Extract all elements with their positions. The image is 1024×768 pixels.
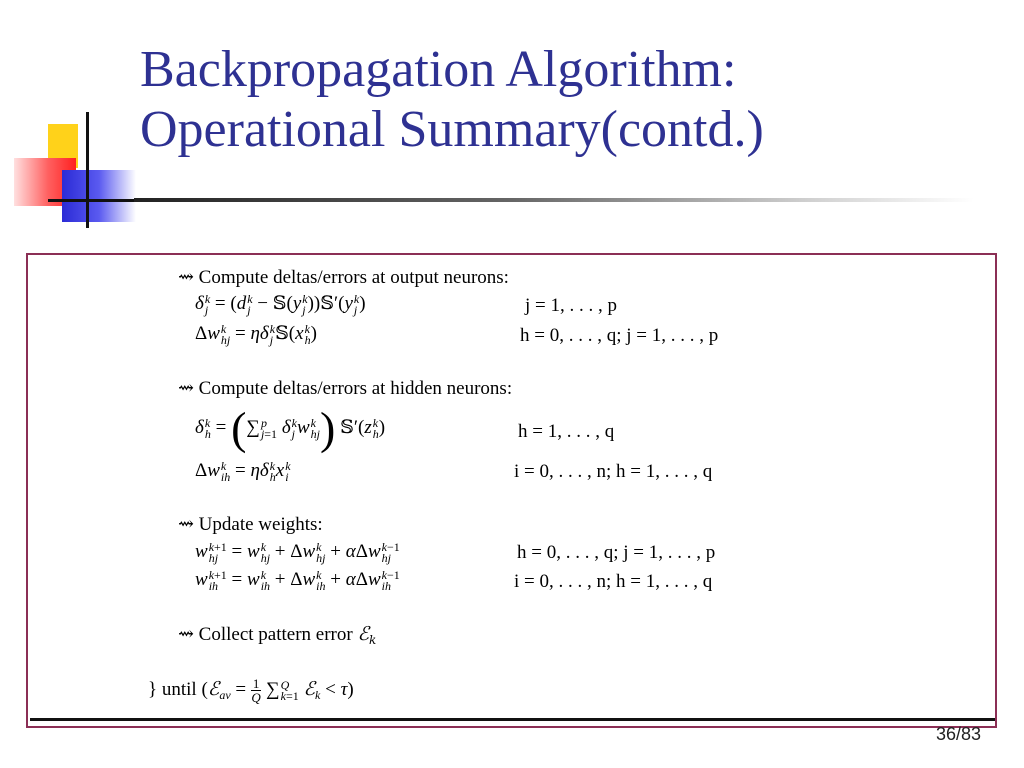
hidden-delta-equation: δ k h = (∑ p j=1 δ k j w k hj ) 𝕊′(z k h ) (195, 402, 386, 454)
title-line-1: Backpropagation Algorithm: (140, 41, 737, 98)
pattern-error-symbol: ℰ$_k$ (357, 623, 377, 647)
title-line-2: Operational Summary(contd.) (140, 101, 764, 158)
hidden-output-weight-update-equation: w k+1 hj = w k hj + Δw k hj + αΔw k−1 hj (195, 539, 400, 565)
collect-error-line (178, 623, 376, 646)
decorative-vertical-line (86, 112, 89, 228)
output-delta-equation: δ k j = (d k j − 𝕊(y k j ))𝕊′(y k j ) (195, 291, 366, 317)
collect-error-heading: ⇝ Collect pattern error (178, 624, 353, 645)
hidden-weight-change-equation: Δw k ih = ηδ k h x k i (195, 458, 291, 484)
output-weight-change-range: h = 0, . . . , q; j = 1, . . . , p (520, 325, 719, 346)
fraction-one-over-q: $\frac{1}{Q}$ (251, 676, 261, 705)
slide-title (140, 40, 1000, 160)
output-deltas-heading: ⇝ Compute deltas/errors at output neurons: (178, 267, 509, 288)
page-number: 36/83 (936, 724, 982, 744)
input-hidden-weight-update-equation: w k+1 ih = w k ih + Δw k ih + αΔw k−1 ih (195, 567, 400, 593)
until-label: } until (148, 678, 197, 700)
algorithm-content (28, 255, 995, 726)
title-underline-rule (134, 198, 974, 202)
equation-frame (26, 253, 997, 728)
hidden-output-weight-update-range: h = 0, . . . , q; j = 1, . . . , p (517, 542, 716, 563)
decorative-horizontal-line (48, 199, 134, 202)
output-weight-change-equation: Δw k hj = ηδ k j 𝕊(x k h ) (195, 321, 317, 347)
hidden-deltas-heading: ⇝ Compute deltas/errors at hidden neurons: (178, 378, 513, 399)
until-condition-line: } until (ℰ$_{av}$ = $\frac{1}{Q}$ ∑ Q k=1 ℰ$_k$ < τ) (148, 676, 354, 705)
output-delta-range: j = 1, . . . , p (525, 295, 617, 316)
update-weights-heading: ⇝ Update weights: (178, 514, 323, 535)
bottom-rule (30, 718, 995, 721)
hidden-weight-change-range: i = 0, . . . , n; h = 1, . . . , q (514, 461, 713, 482)
input-hidden-weight-update-range: i = 0, . . . , n; h = 1, . . . , q (514, 571, 713, 592)
decorative-blue-square (62, 170, 136, 222)
hidden-delta-range: h = 1, . . . , q (518, 421, 615, 442)
